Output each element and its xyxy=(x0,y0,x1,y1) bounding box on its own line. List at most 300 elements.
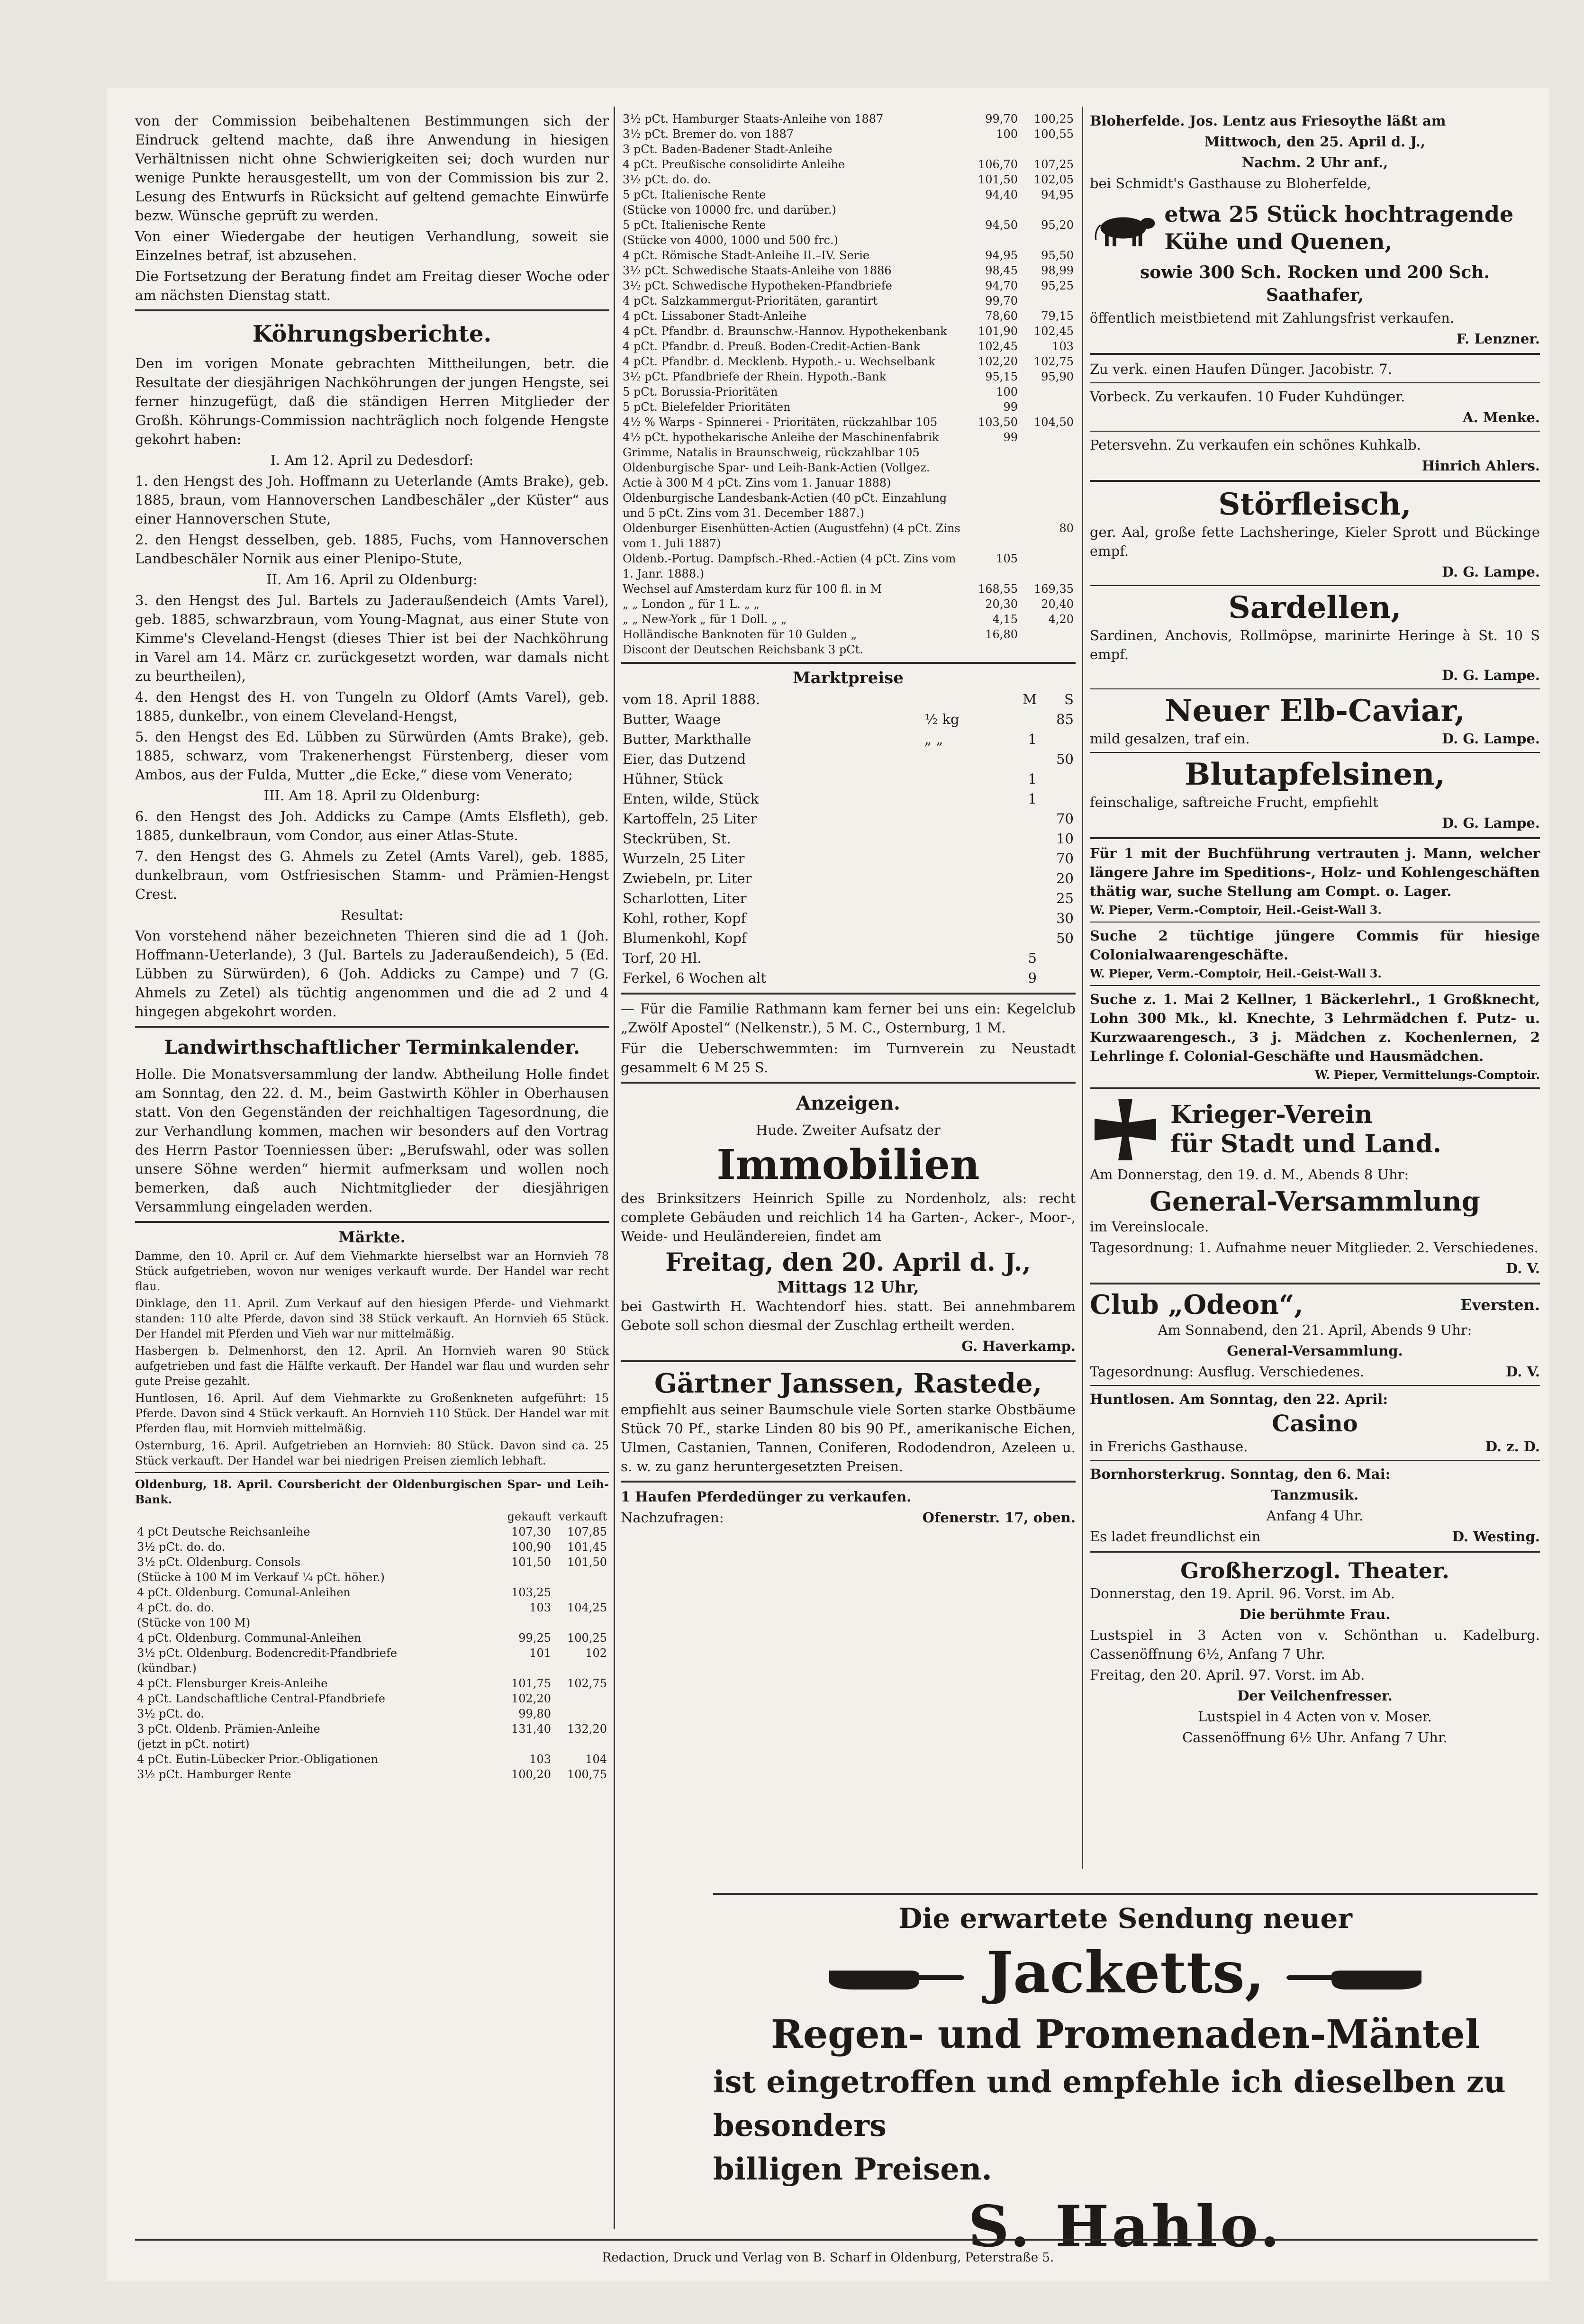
price-bought: 16,80 xyxy=(985,628,1018,641)
ad-signature: D. V. xyxy=(1506,1260,1540,1276)
security-name: 3½ pCt. Oldenburg. Consols xyxy=(137,1555,301,1569)
ad-headline: etwa 25 Stück hochtragende Kühe und Quenen, xyxy=(1164,201,1514,254)
price-bought: 95,15 xyxy=(985,370,1018,383)
security-name: (Stücke von 100 M) xyxy=(137,1616,251,1629)
item-unit xyxy=(923,789,1002,809)
market-price-table xyxy=(621,689,1076,988)
table-row xyxy=(135,1539,609,1555)
theater-line: Freitag, den 20. April. 97. Vorst. im Ab. xyxy=(1090,1667,1365,1683)
job-ad: Suche 2 tüchtige jüngere Commis für hiesige Colonialwaarengeschäfte. xyxy=(1090,928,1540,963)
item-name: Enten, wilde, Stück xyxy=(623,791,759,807)
price-sold: 20,40 xyxy=(1041,597,1074,611)
section-rule xyxy=(135,1026,609,1028)
item-name: Butter, Markthalle xyxy=(623,731,751,747)
section-rule xyxy=(1090,1385,1540,1386)
price-sold: 102 xyxy=(585,1646,607,1660)
newspaper-page xyxy=(107,88,1549,2281)
price-sold xyxy=(553,1706,609,1721)
item-unit xyxy=(923,809,1002,829)
ad-title-casino: Casino xyxy=(1272,1411,1358,1437)
ad-line-preisen: billigen Preisen. xyxy=(713,2152,992,2187)
ad-text: Anfang 4 Uhr. xyxy=(1266,1508,1364,1524)
market-price-row xyxy=(621,749,1076,769)
odeon-header xyxy=(1090,1289,1540,1320)
price-sold: 100,25 xyxy=(1034,112,1074,126)
table-row xyxy=(621,142,1076,157)
price-pfennig: 50 xyxy=(1056,751,1074,767)
security-name: Oldenburgische Landesbank-Actien (40 pCt. Einzahlung und 5 pCt. Zins vom 31. December 1887.) xyxy=(623,491,947,520)
theater-line: Lustspiel in 4 Acten von v. Moser. xyxy=(1198,1709,1432,1725)
item-name: Butter, Waage xyxy=(623,711,721,727)
ad-text: bei Gastwirth H. Wachtendorf hies. statt. Bei annehmbarem Gebote soll schon diesmal der Zuschlag ertheilt werden. xyxy=(621,1298,1076,1333)
table-row xyxy=(135,1630,609,1646)
column-left xyxy=(135,111,609,1782)
security-name: 4 pCt. Landschaftliche Central-Pfandbriefe xyxy=(137,1692,385,1705)
price-sold: 4,20 xyxy=(1048,613,1074,626)
table-row xyxy=(621,293,1076,308)
table-row xyxy=(621,642,1076,657)
price-bought xyxy=(964,460,1020,490)
price-bought xyxy=(964,142,1020,157)
price-bought: 94,50 xyxy=(985,218,1018,232)
article-paragraph: Die Fortsetzung der Beratung findet am Freitag dieser Woche oder am nächsten Dienstag statt. xyxy=(135,268,609,303)
security-name: 3½ pCt. Oldenburg. Bodencredit-Pfandbriefe xyxy=(137,1646,398,1660)
ad-text: Tagesordnung: Ausflug. Verschiedenes. xyxy=(1090,1364,1365,1380)
item-unit xyxy=(923,908,1002,928)
security-name: Oldenburger Eisenhütten-Actien (Augustfehn) (4 pCt. Zins vom 1. Juli 1887) xyxy=(623,522,960,550)
ad-date: Freitag, den 20. April d. J., xyxy=(665,1248,1031,1277)
price-bought: 103,25 xyxy=(511,1586,551,1599)
ad-signature: W. Pieper, Vermittelungs-Comptoir. xyxy=(1315,1068,1540,1082)
job-ad: Suche z. 1. Mai 2 Kellner, 1 Bäckerlehrl., 1 Großknecht, Lohn 300 Mk., kl. Knechte, 3 Lehrmädchen f. Putz- u. Kurzwaarengesch., 3 j. Mädchen z. Kochenlernen, 2 Lehrlinge f. Colonial-Geschäfte und Hausmädchen. xyxy=(1090,991,1540,1064)
item-unit xyxy=(923,968,1002,988)
market-price-row xyxy=(621,709,1076,729)
price-sold: 100,55 xyxy=(1034,127,1074,141)
price-pfennig xyxy=(1039,769,1076,789)
table-row xyxy=(621,202,1076,217)
course-report-header: Oldenburg, 18. April. Coursbericht der Oldenburgischen Spar- und Leih-Bank. xyxy=(135,1477,609,1506)
market-price-row xyxy=(621,729,1076,749)
price-sold xyxy=(553,1570,609,1585)
course-table-body xyxy=(621,111,1076,657)
table-row xyxy=(621,551,1076,581)
list-item: 1. den Hengst des Joh. Hoffmann zu Ueterlande (Amts Brake), geb. 1885, braun, vom Hannoverschen Landbeschäler „der Küster“ aus einer Hannoverschen Stute, xyxy=(135,473,609,527)
price-sold: 100,25 xyxy=(567,1631,607,1645)
price-sold: 95,50 xyxy=(1041,249,1074,262)
market-price-row xyxy=(621,928,1076,948)
item-unit: „ „ xyxy=(924,731,943,747)
ad-text xyxy=(1090,729,1540,748)
table-row xyxy=(621,157,1076,172)
ad-text: ger. Aal, große fette Lachsheringe, Kieler Sprott und Bückinge empf. xyxy=(1090,524,1540,559)
ad-text: General-Versammlung. xyxy=(1227,1343,1403,1359)
price-bought xyxy=(964,202,1020,217)
item-name: Torf, 20 Hl. xyxy=(623,950,702,966)
ad-text: Tagesordnung: 1. Aufnahme neuer Mitglieder. 2. Verschiedenes. xyxy=(1090,1239,1539,1256)
market-price-row xyxy=(621,908,1076,928)
ad-line-eingetroffen: ist eingetroffen und empfehle ich dieselben zu besonders xyxy=(713,2064,1506,2143)
ad-text: empfiehlt aus seiner Baumschule viele Sorten starke Obstbäume Stück 70 Pf., starke Linden 80 bis 90 Pf., amerikanische Eichen, Ulmen, Castanien, Tannen, Coniferen, Rododendron, Azeleen u. s. w. zu ganz heruntergesetzten Preisen. xyxy=(621,1402,1076,1474)
table-row xyxy=(135,1767,609,1782)
ad-text: Hude. Zweiter Aufsatz der xyxy=(756,1122,941,1138)
item-name: Hühner, Stück xyxy=(623,771,723,787)
item-name: Wurzeln, 25 Liter xyxy=(623,850,745,867)
table-row xyxy=(621,187,1076,202)
security-name: 3½ pCt. do. xyxy=(137,1707,204,1720)
price-bought: 94,40 xyxy=(985,188,1018,201)
price-bought: 105 xyxy=(996,552,1018,565)
imprint-footer: Redaction, Druck und Verlag von B. Scharf in Oldenburg, Peterstraße 5. xyxy=(602,2251,1054,2265)
price-mark: 5 xyxy=(1028,950,1037,966)
article-paragraph: Von einer Wiedergabe der heutigen Verhandlung, soweit sie Einzelnes betraf, ist abzusehen. xyxy=(135,228,609,263)
column-rule-1 xyxy=(614,107,615,2229)
price-bought xyxy=(964,490,1020,521)
security-name: 4½ % Warps - Spinnerei - Prioritäten, rückzahlbar 105 xyxy=(623,416,938,429)
list-item: 3. den Hengst des Jul. Bartels zu Jaderaußendeich (Amts Varel), geb. 1885, schwarzbraun, vom Young-Magnat, aus einer Stute von Kimme's Cleveland-Hengst (dieses Thier ist bei der Nachköhrung in Varel am 14. März cr. zurückgesetzt worden, war damals nicht zu beurtheilen), xyxy=(135,592,609,684)
security-name: 4 pCt. Lissaboner Stadt-Anleihe xyxy=(623,309,807,323)
table-row xyxy=(135,1524,609,1539)
ad-address: Ofenerstr. 17, oben. xyxy=(922,1510,1076,1526)
unit-mark: M xyxy=(1023,691,1037,707)
section-title-marktpreise: Marktpreise xyxy=(793,669,904,687)
price-sold: 95,25 xyxy=(1041,279,1074,292)
ad-date: Mittwoch, den 25. April d. J., xyxy=(1204,134,1425,150)
price-bought: 94,70 xyxy=(985,279,1018,292)
price-mark: 1 xyxy=(1028,771,1037,787)
section-rule xyxy=(1090,585,1540,586)
price-bought xyxy=(964,521,1020,551)
price-sold xyxy=(1020,627,1076,642)
table-row xyxy=(621,248,1076,263)
ad-text: Petersvehn. Zu verkaufen ein schönes Kuhkalb. xyxy=(1090,437,1421,453)
section-rule xyxy=(1090,382,1540,383)
section-rule xyxy=(1090,985,1540,986)
ad-title-janssen: Gärtner Janssen, Rastede, xyxy=(654,1368,1042,1399)
price-sold: 107,85 xyxy=(567,1525,607,1538)
table-row xyxy=(621,460,1076,490)
item-unit xyxy=(923,829,1002,849)
price-bought: 78,60 xyxy=(985,309,1018,323)
ad-line-sendung: Die erwartete Sendung neuer xyxy=(898,1902,1352,1935)
market-price-header xyxy=(621,689,1076,709)
table-row xyxy=(135,1661,609,1676)
security-name: (kündbar.) xyxy=(137,1662,197,1675)
table-row xyxy=(621,597,1076,612)
price-pfennig: 70 xyxy=(1056,811,1074,827)
table-row xyxy=(621,399,1076,415)
price-sold: 102,05 xyxy=(1034,173,1074,186)
security-name: (Stücke von 10000 frc. und darüber.) xyxy=(623,203,836,217)
price-sold: 101,50 xyxy=(567,1555,607,1569)
cow-icon xyxy=(1090,195,1157,261)
price-sold: 94,95 xyxy=(1041,188,1074,201)
security-name: 4 pCt. Pfandbr. d. Braunschw.-Hannov. Hypothekenbank xyxy=(623,325,947,338)
item-name: Zwiebeln, pr. Liter xyxy=(623,870,752,886)
hahlo-advertisement xyxy=(713,1888,1538,2262)
ad-title-blutapfelsinen: Blutapfelsinen, xyxy=(1185,757,1445,792)
security-name: 3½ pCt. Schwedische Hypotheken-Pfandbriefe xyxy=(623,279,892,292)
security-name: 4 pCt. Eutin-Lübecker Prior.-Obligationen xyxy=(137,1753,378,1766)
table-row xyxy=(135,1676,609,1691)
market-price-row xyxy=(621,968,1076,988)
price-bought xyxy=(497,1570,553,1585)
price-sold xyxy=(1020,642,1076,657)
price-pfennig xyxy=(1039,948,1076,968)
price-bought: 100,20 xyxy=(511,1768,551,1781)
ad-signature: D. z. D. xyxy=(1485,1438,1540,1455)
price-bought: 100,90 xyxy=(511,1540,551,1554)
item-unit xyxy=(923,868,1002,888)
table-row xyxy=(621,172,1076,187)
market-price-row xyxy=(621,789,1076,809)
table-row xyxy=(621,612,1076,627)
article-paragraph: Von vorstehend näher bezeichneten Thieren sind die ad 1 (Joh. Hoffmann-Ueterlande), 3 (Jul. Bartels zu Jaderaußendeich), 5 (Ed. Lübben zu Sürwürden), 6 (Joh. Addicks zu Campe) und 7 (G. Ahmels zu Zetel) als tüchtig angenommen und die ad 2 und 4 hingegen abgekohrt worden. xyxy=(135,928,609,1020)
table-row xyxy=(621,339,1076,354)
market-price-row xyxy=(621,849,1076,868)
price-sold: 103 xyxy=(1052,340,1074,353)
market-price-row xyxy=(621,769,1076,789)
price-bought: 102,20 xyxy=(511,1692,551,1705)
price-sold: 169,35 xyxy=(1034,582,1074,596)
iron-cross-icon xyxy=(1090,1094,1161,1165)
security-name: 5 pCt. Bielefelder Prioritäten xyxy=(623,400,791,414)
section-rule xyxy=(1090,480,1540,482)
security-name: 3 pCt. Baden-Badener Stadt-Anleihe xyxy=(623,143,833,156)
security-name: (Stücke von 4000, 1000 und 500 frc.) xyxy=(623,234,838,247)
article-continuation: von der Commission beibehaltenen Bestimmungen sich der Eindruck geltend machte, daß ihre Anwendung in hiesigen Verhältnissen nicht ohne Schwierigkeiten sei; doch wurden nur wenige Punkte herausgestellt, um von der Commission bis zur 2. Lesung des Entwurfs in Rücksicht auf geltend gemachte Einwürfe bezw. Wünsche geprüft zu werden. xyxy=(135,113,609,224)
donation-note: — Für die Familie Rathmann kam ferner bei uns ein: Kegelclub „Zwölf Apostel“ (Nelkenstr.), 5 M. C., Osternburg, 1 M. xyxy=(621,1001,1076,1036)
ad-signature: D. Westing. xyxy=(1452,1528,1540,1545)
ad-text: bei Schmidt's Gasthause zu Bloherfelde, xyxy=(1090,175,1372,191)
security-name: 3½ pCt. Hamburger Staats-Anleihe von 1887 xyxy=(623,112,884,126)
ad-text xyxy=(1090,1437,1540,1456)
price-pfennig xyxy=(1039,968,1076,988)
ad-signature-hahlo: S. Hahlo. xyxy=(968,2193,1283,2260)
price-sold xyxy=(553,1691,609,1706)
price-sold xyxy=(1020,399,1076,415)
theater-line: Lustspiel in 3 Acten von v. Schönthan u. Kadelburg. Cassenöffnung 6½, Anfang 7 Uhr. xyxy=(1090,1627,1540,1662)
price-bought: 102,20 xyxy=(978,355,1018,368)
course-table-body xyxy=(135,1524,609,1782)
price-sold xyxy=(1020,490,1076,521)
item-name: Eier, das Dutzend xyxy=(623,751,746,767)
price-mark xyxy=(1002,749,1039,769)
price-sold xyxy=(1020,384,1076,399)
price-bought: 131,40 xyxy=(511,1722,551,1736)
price-mark xyxy=(1002,928,1039,948)
security-name: 3½ pCt. do. do. xyxy=(137,1540,226,1554)
ad-time: Nachm. 2 Uhr anf., xyxy=(1241,154,1388,171)
price-mark xyxy=(1002,888,1039,908)
column-right xyxy=(1090,111,1540,1749)
price-pfennig: 25 xyxy=(1056,890,1074,906)
pointing-hand-left-icon xyxy=(1284,1956,1426,1999)
security-name: 3½ pCt. Schwedische Staats-Anleihe von 1886 xyxy=(623,264,892,277)
market-report: Damme, den 10. April cr. Auf dem Viehmarkte hierselbst war an Hornvieh 78 Stück aufgetrieben, wovon nur weniges verkauft wurde. Der Handel war recht flau. xyxy=(135,1249,609,1293)
ad-signature: W. Pieper, Verm.-Comptoir, Heil.-Geist-Wall 3. xyxy=(1090,903,1382,917)
list-item: 2. den Hengst desselben, geb. 1885, Fuchs, vom Hannoverschen Landbeschäler Nornik aus einer Plenipo-Stute, xyxy=(135,532,609,567)
price-bought: 106,70 xyxy=(978,158,1018,171)
section-rule xyxy=(1090,837,1540,839)
market-date: vom 18. April 1888. xyxy=(623,691,760,707)
list-item: 7. den Hengst des G. Ahmels zu Zetel (Amts Varel), geb. 1885, dunkelbraun, vom Ostfriesischen Stamm- und Prämien-Hengst Crest. xyxy=(135,848,609,902)
market-price-row xyxy=(621,829,1076,849)
ad-title-odeon: Club „Odeon“, xyxy=(1090,1289,1303,1320)
price-bought: 168,55 xyxy=(978,582,1018,596)
ad-label: Nachzufragen: xyxy=(621,1510,724,1526)
krieger-verein-header xyxy=(1090,1094,1540,1165)
ad-signature: A. Menke. xyxy=(1463,409,1540,425)
section-title-terminkalender: Landwirthschaftlicher Terminkalender. xyxy=(164,1036,580,1058)
ad-title-immobilien: Immobilien xyxy=(716,1141,980,1189)
section-rule xyxy=(1090,1460,1540,1461)
ad-signature: Hinrich Ahlers. xyxy=(1421,458,1540,474)
ad-text: feinschalige, saftreiche Frucht, empfiehlt xyxy=(1090,794,1378,810)
table-row xyxy=(621,430,1076,460)
price-bought: 99 xyxy=(1003,400,1018,414)
list-item: 5. den Hengst des Ed. Lübben zu Sürwürden (Amts Brake), geb. 1885, schwarz, vom Trakenerhengst Fürstenberg, dieser vom Ambos, aus der Fulda, Mutter „die Ecke,“ diese vom Venerato; xyxy=(135,729,609,783)
price-pfennig: 70 xyxy=(1056,850,1074,867)
price-mark xyxy=(1002,809,1039,829)
market-report: Osternburg, 16. April. Aufgetrieben an Hornvieh: 80 Stück. Davon sind ca. 25 Stück verkauft. Der Handel war bei niedrigen Preisen ziemlich lebhaft. xyxy=(135,1439,609,1467)
ad-signature: D. V. xyxy=(1506,1364,1540,1380)
price-sold: 80 xyxy=(1059,522,1074,535)
price-mark xyxy=(1002,709,1039,729)
security-name: 3½ pCt. do. do. xyxy=(623,173,711,186)
price-bought: 99,70 xyxy=(985,112,1018,126)
price-sold: 95,90 xyxy=(1041,370,1074,383)
item-unit xyxy=(923,948,1002,968)
section-rule xyxy=(1090,1283,1540,1284)
ad-signature: D. G. Lampe. xyxy=(1442,564,1540,580)
security-name: 4 pCt. Oldenburg. Communal-Anleihen xyxy=(137,1631,362,1645)
column-middle xyxy=(621,111,1076,1529)
section-title-koehrungsberichte: Köhrungsberichte. xyxy=(252,321,492,347)
ad-subtitle-krieger-verein: für Stadt und Land. xyxy=(1170,1130,1442,1158)
price-bought: 103 xyxy=(529,1601,551,1614)
list-item: 6. den Hengst des Joh. Addicks zu Campe (Amts Elsfleth), geb. 1885, dunkelbraun, vom Condor, aus einer Atlas-Stute. xyxy=(135,808,609,843)
table-row xyxy=(621,233,1076,248)
price-bought: 99,80 xyxy=(518,1707,551,1720)
section-title-maerkte: Märkte. xyxy=(338,1228,406,1246)
table-row xyxy=(135,1600,609,1615)
article-paragraph: Holle. Die Monatsversammlung der landw. Abtheilung Holle findet am Sonntag, den 22. d. M., beim Gastwirth Köhler in Oberhausen statt. Von den Gegenständen der reichhaltigen Tagesordnung, die zur Verhandlung kommen, machen wir besonders auf den Vortrag des Herrn Pastor Toenniessen über: „Berufswahl, oder was sollen unsere Söhne werden“ hiermit aufmerksam und wollen noch bemerken, daß auch Nichtmitglieder der diesjährigen Versammlung eingeladen werden. xyxy=(135,1066,609,1215)
security-name: 4 pCt. Pfandbr. d. Preuß. Boden-Credit-Actien-Bank xyxy=(623,340,921,353)
price-sold: 104,50 xyxy=(1034,416,1074,429)
price-sold xyxy=(1020,233,1076,248)
price-mark xyxy=(1002,908,1039,928)
price-mark: 1 xyxy=(1028,791,1037,807)
ad-place: Eversten. xyxy=(1460,1296,1540,1314)
security-name: 5 pCt. Borussia-Prioritäten xyxy=(623,385,778,398)
price-bought: 101,50 xyxy=(511,1555,551,1569)
price-bought: 94,95 xyxy=(985,249,1018,262)
table-row xyxy=(621,384,1076,399)
table-row xyxy=(621,324,1076,339)
price-pfennig: 10 xyxy=(1056,831,1074,847)
price-mark xyxy=(1002,849,1039,868)
section-rule xyxy=(135,1221,609,1223)
security-name: Wechsel auf Amsterdam kurz für 100 fl. in M xyxy=(623,582,882,596)
security-name: 4 pCt. Flensburger Kreis-Anleihe xyxy=(137,1677,328,1690)
price-mark: 9 xyxy=(1028,970,1037,986)
price-pfennig xyxy=(1039,789,1076,809)
item-name: Ferkel, 6 Wochen alt xyxy=(623,970,767,986)
security-name: Oldenburgische Spar- und Leih-Bank-Actien (Vollgez. Actie à 300 M 4 pCt. Zins vom 1. Januar 1888) xyxy=(623,461,930,489)
section-rule xyxy=(1090,1551,1540,1553)
price-pfennig: 85 xyxy=(1056,711,1074,727)
section-rule xyxy=(713,1893,1538,1895)
ad-title-general-versammlung: General-Versammlung xyxy=(1150,1186,1480,1217)
table-row xyxy=(135,1585,609,1600)
section-rule xyxy=(621,993,1076,995)
security-name: 4 pCt. do. do. xyxy=(137,1601,215,1614)
list-item: 4. den Hengst des H. von Tungeln zu Oldorf (Amts Varel), geb. 1885, dunkelbr., von einem Cleveland-Hengst, xyxy=(135,689,609,724)
price-sold xyxy=(553,1736,609,1752)
price-bought: 103 xyxy=(529,1753,551,1766)
item-unit xyxy=(923,928,1002,948)
section-rule xyxy=(1090,1087,1540,1089)
security-name: 5 pCt. Italienische Rente xyxy=(623,188,766,201)
table-row xyxy=(621,581,1076,597)
price-bought: 100 xyxy=(996,385,1018,398)
security-name: (Stücke à 100 M im Verkauf ¼ pCt. höher.) xyxy=(137,1571,385,1584)
price-sold: 107,25 xyxy=(1034,158,1074,171)
ad-text xyxy=(1090,1527,1540,1546)
cattle-ad xyxy=(1090,195,1540,261)
security-name: 4 pCt Deutsche Reichsanleihe xyxy=(137,1525,310,1538)
price-mark xyxy=(1002,829,1039,849)
section-rule xyxy=(621,1082,1076,1084)
table-row xyxy=(621,278,1076,293)
price-mark: 1 xyxy=(1028,731,1037,747)
item-name: Kohl, rother, Kopf xyxy=(623,910,746,926)
table-row xyxy=(135,1555,609,1570)
footer-rule xyxy=(135,2239,1538,2241)
ad-text: 1 Haufen Pferdedünger zu verkaufen. xyxy=(621,1489,912,1505)
ad-signature: D. G. Lampe. xyxy=(1442,815,1540,831)
subheading: II. Am 16. April zu Oldenburg: xyxy=(266,571,478,588)
section-title-anzeigen: Anzeigen. xyxy=(796,1092,900,1114)
job-ad: Für 1 mit der Buchführung vertrauten j. Mann, welcher längere Jahre im Speditions-, Holz- und Kohlengeschäften thätig war, suche Stellung am Compt. o. Lager. xyxy=(1090,845,1540,899)
ad-text: öffentlich meistbietend mit Zahlungsfrist verkaufen. xyxy=(1090,310,1455,326)
course-table-header xyxy=(135,1509,609,1524)
course-table-cont xyxy=(621,111,1076,657)
ad-text: mild gesalzen, traf ein. xyxy=(1090,731,1250,747)
table-row xyxy=(621,263,1076,278)
ad-text: Vorbeck. Zu verkaufen. 10 Fuder Kuhdünger. xyxy=(1090,389,1405,405)
security-name: 3½ pCt. Pfandbriefe der Rhein. Hypoth.-Bank xyxy=(623,370,887,383)
ad-text: Tanzmusik. xyxy=(1271,1487,1359,1503)
market-price-row xyxy=(621,888,1076,908)
price-sold xyxy=(1020,551,1076,581)
security-name: „ „ New-York „ für 1 Doll. „ „ xyxy=(623,613,787,626)
ad-title-theater: Großherzogl. Theater. xyxy=(1180,1558,1449,1583)
donation-note: Für die Ueberschwemmten: im Turnverein zu Neustadt gesammelt 6 M 25 S. xyxy=(621,1040,1076,1076)
theater-play: Der Veilchenfresser. xyxy=(1237,1688,1393,1704)
ad-title-sardellen: Sardellen, xyxy=(1228,590,1402,625)
item-unit xyxy=(923,769,1002,789)
ad-text: des Brinksitzers Heinrich Spille zu Nordenholz, als: recht complete Gebäuden und reichlich 14 ha Garten-, Acker-, Moor-, Weide- und Heuländereien, findet am xyxy=(621,1190,1076,1244)
price-bought: 99 xyxy=(1003,431,1018,444)
price-bought: 102,45 xyxy=(978,340,1018,353)
price-sold: 98,99 xyxy=(1041,264,1074,277)
item-name: Kartoffeln, 25 Liter xyxy=(623,811,757,827)
subheading: III. Am 18. April zu Oldenburg: xyxy=(263,787,480,804)
price-bought: 99,25 xyxy=(518,1631,551,1645)
table-row xyxy=(621,521,1076,551)
section-rule xyxy=(621,662,1076,664)
